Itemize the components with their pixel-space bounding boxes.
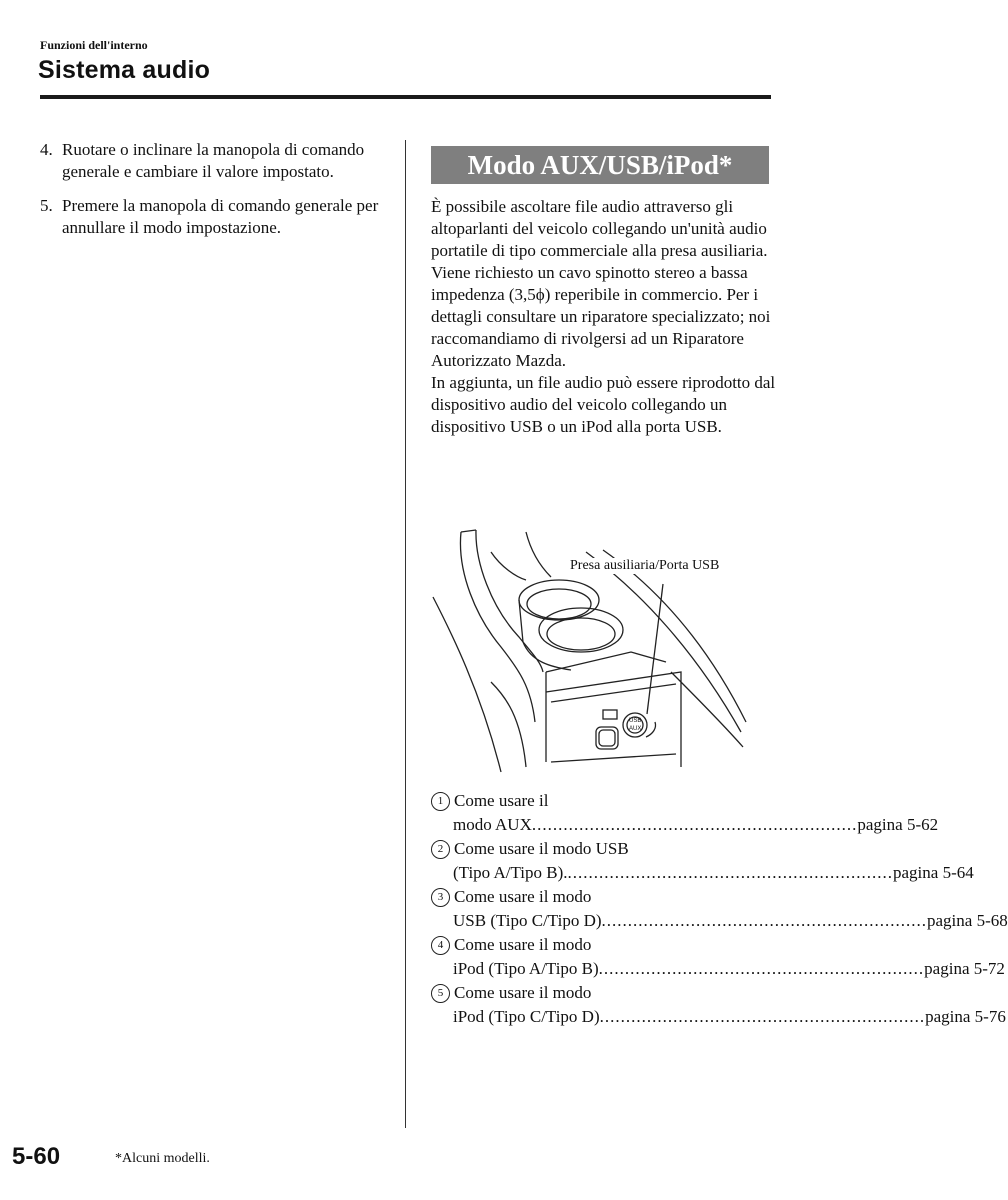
reference-item [431,885,1008,933]
item-marker: 1 [431,792,450,811]
column-divider [405,140,406,1128]
page-title: Sistema audio [38,56,211,84]
reference-subtitle: USB (Tipo C/Tipo D) [453,911,602,930]
step-item [40,195,380,239]
header-rule [40,95,771,99]
page-reference[interactable]: pagina 5-64 [893,863,974,882]
reference-item [431,789,939,837]
leader-dots: .............................................................. [601,911,928,930]
reference-title: Come usare il modo [454,887,592,906]
port-label: AUX [629,726,642,732]
step-item [40,139,380,183]
page-reference[interactable]: pagina 5-62 [857,815,939,834]
footnote: *Alcuni modelli. [115,1151,210,1166]
page-reference[interactable]: pagina 5-76 [925,1007,1006,1026]
item-marker: 5 [431,984,450,1003]
page-reference[interactable]: pagina 5-72 [924,959,1005,978]
paragraph: È possibile ascoltare file audio attraverso gli altoparlanti del veicolo collegando un'unità audio portatile di tipo commerciale alla presa ausiliaria. [431,197,768,260]
reference-title: Come usare il modo [454,935,592,954]
page-reference[interactable]: pagina 5-68 [927,911,1008,930]
reference-list [431,789,1008,1029]
section-heading: Modo AUX/USB/iPod* [431,146,769,184]
reference-title: Come usare il modo [454,983,592,1002]
reference-subtitle: iPod (Tipo A/Tipo B) [453,959,599,978]
reference-title: Come usare il [454,791,549,810]
leader-dots: .............................................................. [598,959,925,978]
port-label: USB [629,718,642,724]
item-marker: 3 [431,888,450,907]
section-label: Funzioni dell'interno [40,38,148,52]
page-number: 5-60 [12,1143,61,1170]
console-illustration [431,522,751,777]
reference-item [431,981,1006,1029]
reference-subtitle: modo AUX [453,815,532,834]
item-marker: 4 [431,936,450,955]
body-text [431,196,776,438]
step-number: 5. [40,196,53,215]
step-text: Ruotare o inclinare la manopola di comando generale e cambiare il valore impostato. [62,140,365,181]
step-text: Premere la manopola di comando generale per annullare il modo impostazione. [62,196,379,237]
leader-dots: .............................................................. [599,1007,926,1026]
figure-callout: Presa ausiliaria/Porta USB [570,558,720,573]
reference-item [431,933,1005,981]
paragraph: Viene richiesto un cavo spinotto stereo a bassa impedenza (3,5ϕ) reperibile in commercio. Per i dettagli consultare un riparatore specializzato; noi raccomandiamo di rivolgersi ad un Riparatore Autorizzato Mazda. [431,263,771,370]
reference-subtitle: (Tipo A/Tipo B). [453,863,568,882]
leader-dots: .............................................................. [567,863,893,882]
reference-title: Come usare il modo USB [454,839,629,858]
step-number: 4. [40,140,53,159]
reference-subtitle: iPod (Tipo C/Tipo D) [453,1007,600,1026]
paragraph: In aggiunta, un file audio può essere riprodotto dal dispositivo audio del veicolo collegando un dispositivo USB o un iPod alla porta USB. [431,373,776,436]
reference-item [431,837,974,885]
leader-dots: .............................................................. [531,815,858,834]
step-list [40,139,380,251]
item-marker: 2 [431,840,450,859]
